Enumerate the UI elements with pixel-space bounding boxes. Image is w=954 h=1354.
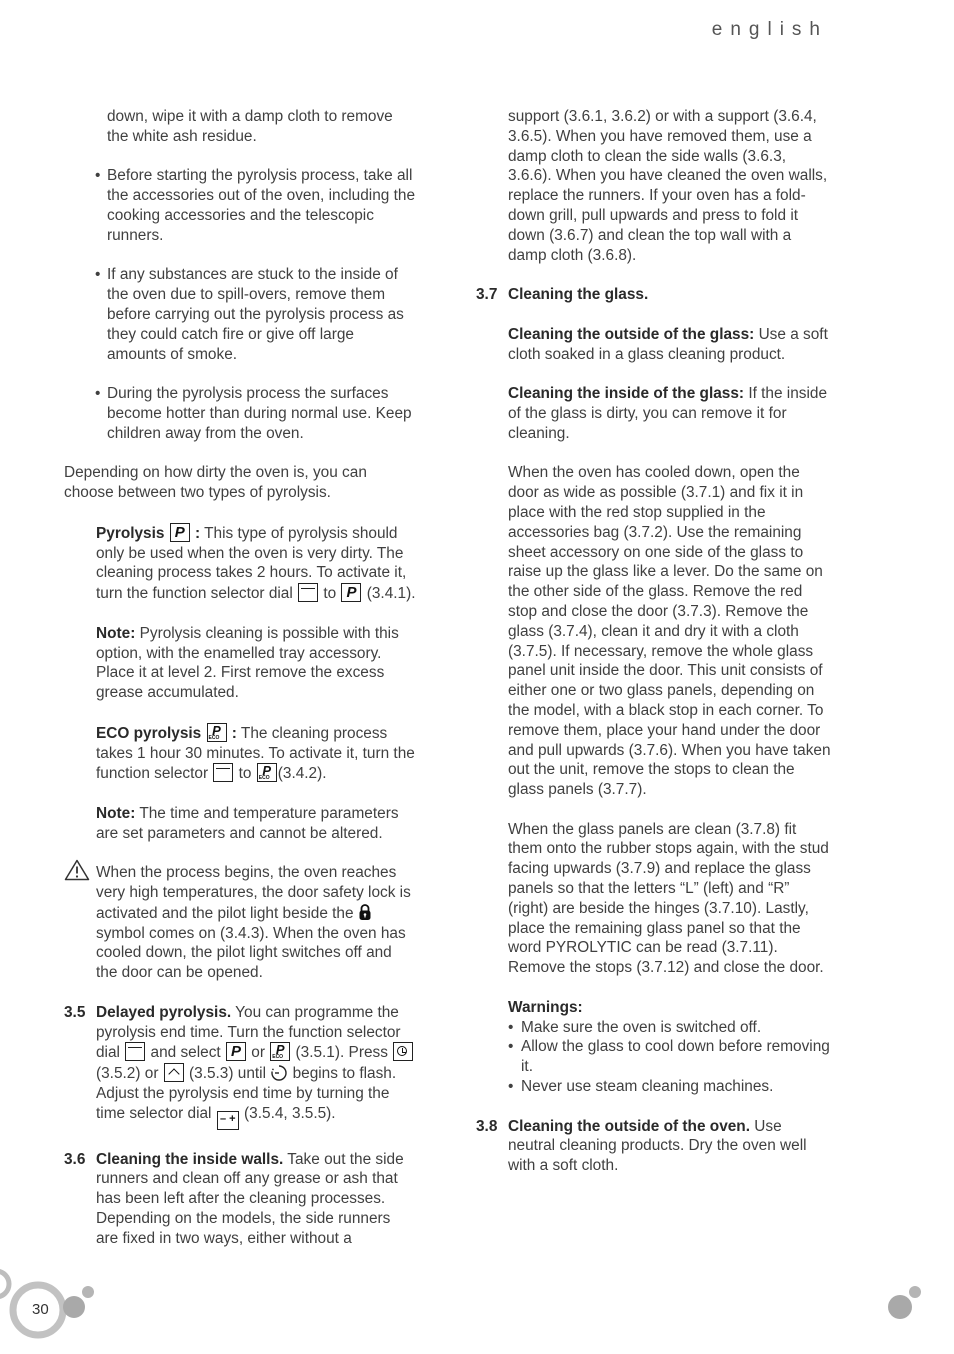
deco-dot: [888, 1295, 912, 1319]
section-title: Cleaning the inside walls.: [96, 1150, 284, 1168]
warnings-list: [508, 998, 832, 1097]
warning-block: [64, 863, 416, 983]
pyrolysis-icon: [341, 583, 361, 602]
bullet-item: • If any substances are stuck to the inside of the oven due to spill-overs, remove them before carrying out the pyrolysis process as they could catch fire or give off large amounts of smoke.: [95, 266, 404, 363]
warning-text: When the process begins, the oven reaches very high temperatures, the door safety lock is activated and the pilot light beside the symbol comes on (3.4.3). When the oven has cooled down, the pilot light switches off and the door can be opened.: [96, 864, 411, 982]
paragraph: When the glass panels are clean (3.7.8) fit them onto the rubber stops again, with the stud facing upwards (3.7.9) and replace the glass panels so that the letters “L” (left) and “R” (right) are beside the hinges (3.7.10). Lastly, place the remaining glass panel so that the word PYROLYTIC can be read (3.7.11). Remove the stops (3.7.12) and close the door.: [508, 820, 829, 977]
section-title: Delayed pyrolysis.: [96, 1003, 232, 1021]
deco-circle: [0, 1271, 9, 1297]
up-arrow-button-icon: [164, 1063, 184, 1082]
eco-pyrolysis-icon: [270, 1042, 290, 1061]
note-paragraph: Note: Pyrolysis cleaning is possible with this option, with the enamelled tray accessory. Place it at level 2. First remove the excess grease accumulated.: [96, 624, 399, 702]
section-title: Cleaning the outside of the oven.: [508, 1117, 750, 1135]
paragraph: down, wipe it with a damp cloth to remove the white ash residue.: [107, 108, 393, 145]
eco-pyrolysis-paragraph: ECO pyrolysis ECO P : The cleaning process takes 1 hour 30 minutes. To activate it, turn the function selector to ECO P (3.4.2).: [96, 723, 416, 784]
section-title: Cleaning the glass.: [508, 286, 649, 304]
list-item: • Never use steam cleaning machines.: [508, 1078, 774, 1096]
eco-pyrolysis-title: ECO pyrolysis: [96, 724, 202, 742]
bullet-item: • Before starting the pyrolysis process, take all the accessories out of the oven, including the cooking accessories and the telescopic runners.: [95, 167, 416, 244]
language-label: english: [711, 19, 828, 40]
paragraph: support (3.6.1, 3.6.2) or with a support (3.6.4, 3.6.5). When you have removed them, use a damp cloth to clean the side walls (3.6.3, 3.6.6). When you have cleaned the oven walls, replace the runners. If your oven has a fold-down grill, pull upwards and press to fold it down (3.6.7) and clean the top wall with a damp cloth (3.6.8).: [508, 108, 828, 264]
pyrolysis-icon: [226, 1042, 246, 1061]
note-paragraph: Note: The time and temperature parameters are set parameters and cannot be altered.: [96, 804, 399, 842]
paragraph: Depending on how dirty the oven is, you can choose between two types of pyrolysis.: [64, 464, 367, 502]
warning-triangle-icon: [64, 859, 90, 881]
list-item: • Allow the glass to cool down before removing it.: [508, 1038, 830, 1076]
pyrolysis-title: Pyrolysis: [96, 524, 165, 542]
eco-pyrolysis-icon: [207, 723, 227, 742]
lock-icon: [358, 903, 372, 921]
paragraph: When the oven has cooled down, open the door as wide as possible (3.7.1) and fix it in place with the red stop supplied in the accessories bag (3.7.2). Use the remaining sheet accessory on one side of the glass to raise up the glass like a lever. Do the same on the other side of the glass. Remove the red stop and close the door (3.7.3). Remove the glass (3.7.4), clean it and dry it with a cloth (3.7.5). If necessary, remove the whole glass panel unit inside the door. This unit consists of either one or two glass panels, depending on the model, with a black stop in each corner. To remove them, place your hand under the door and pull upwards (3.7.6). When you have taken out the unit, remove the stops to clean the glass panels (3.7.7).: [508, 464, 831, 799]
function-dial-icon: [125, 1042, 145, 1061]
end-time-icon: [270, 1064, 288, 1082]
deco-dot: [63, 1296, 85, 1318]
bullet-item: • During the pyrolysis process the surfaces become hotter than during normal use. Keep children away from the oven.: [95, 385, 412, 442]
deco-dot: [909, 1286, 921, 1298]
clock-button-icon: [393, 1042, 413, 1061]
function-dial-icon: [213, 763, 233, 782]
function-dial-icon: [298, 583, 318, 602]
list-item: • Make sure the oven is switched off.: [508, 1018, 762, 1036]
section-3-5: 3.5 Delayed pyrolysis. You can programme the pyrolysis end time. Turn the function selector dial and select P or ECO P (3.5.1). Press (3.5.2) or (3.5.3) until begins to flash. Adjust the pyrolysis end time by turning the time selector dial – + (3.5.4, 3.5.5).: [64, 1003, 416, 1130]
right-column: [476, 107, 832, 1196]
paragraph: Cleaning the inside of the glass: If the inside of the glass is dirty, you can remove it for cleaning.: [508, 385, 828, 442]
plus-minus-dial-icon: – +: [217, 1111, 239, 1130]
section-3-6: 3.6 Cleaning the inside walls. Take out the side runners and clean off any grease or ash that has been left after the cleaning processes. Depending on the models, the side runners are fixed in two ways, either without a: [64, 1150, 404, 1247]
section-3-7: 3.7 Cleaning the glass. Cleaning the outside of the glass: Use a soft cloth soaked in a glass cleaning product. Cleaning the inside of the glass: If the inside of the glass is dirty, you can remove it for cleaning. When the oven has cooled down, open the door as wide as possible (3.7.1) and fix it in place with the red stop supplied in the accessories bag (3.7.2). Use the remaining sheet accessory on one side of the glass to raise up the glass like a lever. Do the same on the other side of the glass. Remove the red stop and close the door (3.7.3). Remove the glass (3.7.4), clean it and dry it with a cloth (3.7.5). If necessary, remove the whole glass panel unit inside the door. This unit consists of either one or two glass panels, depending on the model, with a black stop in each corner. To remove them, place your hand under the door and pull upwards (3.7.6). When you have taken out the unit, remove the stops to clean the glass panels (3.7.7). When the glass panels are clean (3.7.8) fit them onto the rubber stops again, with the stud facing upwards (3.7.9) and replace the glass panels so that the letters “L” (left) and “R” (right) are beside the hinges (3.7.10). Lastly, place the remaining glass panel so that the word PYROLYTIC can be read (3.7.11). Remove the stops (3.7.12) and close the door. Warnings: • Make sure the oven is switched off. • Allow the glass to cool down before removing it. • Never use steam cleaning machines.: [476, 286, 831, 1096]
left-column: [64, 107, 416, 1268]
pyrolysis-paragraph: Pyrolysis P : This type of pyrolysis should only be used when the oven is very dirty. The cleaning process takes 2 hours. To activate it, turn the function selector dial to P (3.4.1).: [96, 523, 416, 604]
deco-dot: [82, 1286, 94, 1298]
eco-pyrolysis-icon: [257, 763, 277, 782]
paragraph: Cleaning the outside of the glass: Use a soft cloth soaked in a glass cleaning product.: [508, 325, 828, 363]
warnings-label: Warnings:: [508, 998, 583, 1016]
section-3-8: 3.8 Cleaning the outside of the oven. Use neutral cleaning products. Dry the oven well with a soft cloth.: [476, 1117, 807, 1175]
page-number: 30: [32, 1301, 49, 1318]
pyrolysis-icon: [170, 523, 190, 542]
